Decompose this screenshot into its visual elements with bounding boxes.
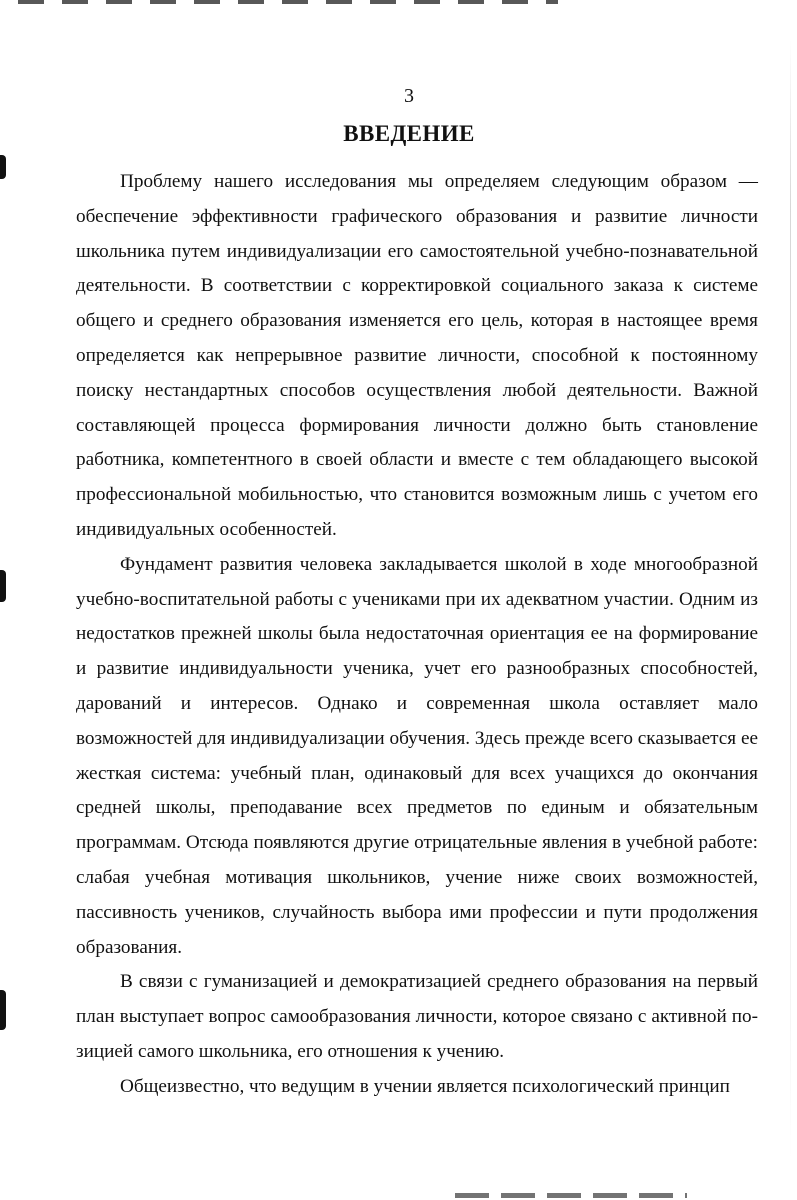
binding-mark	[0, 990, 6, 1030]
paragraph-4: Общеизвестно, что ведущим в учении является психологический принцип	[120, 1075, 730, 1097]
paragraph-1: Проблему нашего исследования мы определяем следующим образом — обеспечение эффективности графического образования и развитие личности школьника путем индивидуализации его самостоятельной учебно-познавательной деятельности. В соответствии с корректировкой социального заказа к системе общего и среднего образования изменяется его цель, которая в настоящее время определяется как непрерывное развитие личности, способной к постоянному поиску нестандартных способов осуществления любой деятельности. Важной составляющей процесса формирования личности должно быть становление работника, компетентного в своей области и вместе с тем обладающего высокой профессиональной мобильностью, что становится возможным лишь с учетом его индивидуальных особенностей.	[76, 171, 758, 540]
binding-mark	[0, 155, 6, 179]
binding-mark	[0, 570, 6, 602]
page-number: 3	[404, 85, 414, 107]
section-heading: ВВЕДЕНИЕ	[343, 121, 475, 146]
body-text	[76, 165, 758, 1105]
page-edge-shadow	[790, 40, 791, 1160]
paragraph-2: Фундамент развития человека закладывается школой в ходе многообразной учебно-воспитательной работы с учениками при их адекватном участии. Одним из недостатков прежней школы была недостаточная ориентация ее на формирование и развитие индивидуальности ученика, учет его разнообразных способностей, дарований и интересов. Однако и современная школа оставляет мало возможностей для индивидуализации обучения. Здесь прежде всего сказывается ее жесткая система: учебный план, одинаковый для всех учащихся до окончания средней школы, преподавание всех предметов по единым и обязательным программам. Отсюда появляются другие отрицательные явления в учебной работе: слабая учебная мотивация школьников, учение ниже своих возможностей, пассивность учеников, случайность выбора ими профессии и пути продолжения образования.	[76, 553, 758, 958]
scan-artifact-top	[18, 0, 558, 4]
scan-artifact-bottom	[455, 1193, 687, 1198]
paragraph-3: В связи с гуманизацией и демократизацией среднего образования на первый план выступает вопрос самообразования личности, которое связано с активной позицией самого школьника, его отношения к учению.	[76, 971, 758, 1062]
